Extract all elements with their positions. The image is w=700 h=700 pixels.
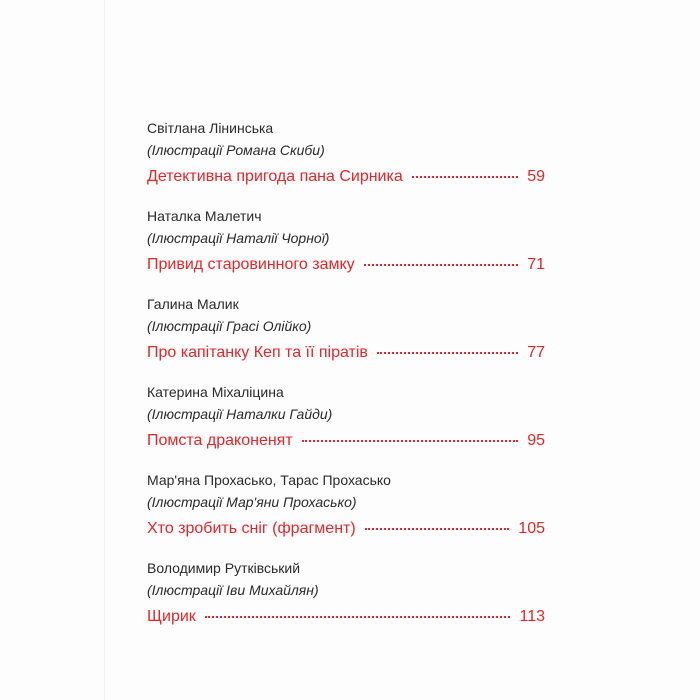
dot-leader — [364, 264, 519, 266]
toc-entry — [147, 205, 545, 293]
entry-author: Галина Малик — [147, 296, 239, 312]
dot-leader — [302, 440, 519, 442]
entry-page-number: 59 — [527, 168, 545, 185]
dot-leader — [412, 176, 518, 178]
entry-page-number: 71 — [527, 256, 545, 273]
toc-entry — [147, 293, 545, 381]
entry-title[interactable]: Помста драконенят — [147, 432, 293, 449]
entry-illustrator: (Ілюстрації Мар'яни Прохасько) — [147, 494, 357, 510]
entry-title-row[interactable] — [147, 342, 545, 364]
toc-entry — [147, 117, 545, 205]
entry-illustrator: (Ілюстрації Грасі Олійко) — [147, 318, 312, 334]
entry-title-row[interactable] — [147, 430, 545, 452]
entry-title[interactable]: Детективна пригода пана Сирника — [147, 168, 403, 185]
toc-entry — [147, 381, 545, 469]
entry-page-number: 77 — [527, 344, 545, 361]
entry-title[interactable]: Щирик — [147, 608, 196, 625]
toc-entry — [147, 557, 545, 645]
entry-title-row[interactable] — [147, 254, 545, 276]
entry-title-row[interactable] — [147, 518, 545, 540]
entry-illustrator: (Ілюстрації Наталки Гайди) — [147, 406, 333, 422]
entry-author: Мар'яна Прохасько, Тарас Прохасько — [147, 472, 391, 488]
entry-title-row[interactable] — [147, 166, 545, 188]
entry-author: Володимир Рутківський — [147, 560, 301, 576]
entry-title[interactable]: Хто зробить сніг (фрагмент) — [147, 520, 356, 537]
entry-page-number: 95 — [527, 432, 545, 449]
entry-author: Катерина Міхаліцина — [147, 384, 284, 400]
dot-leader — [377, 352, 518, 354]
page-edge-line — [104, 0, 105, 700]
entry-author: Світлана Лінинська — [147, 120, 274, 136]
toc-entry — [147, 469, 545, 557]
dot-leader — [365, 528, 510, 530]
entry-page-number: 113 — [519, 608, 545, 625]
entry-author: Наталка Малетич — [147, 208, 262, 224]
entry-title[interactable]: Привид старовинного замку — [147, 256, 355, 273]
entry-page-number: 105 — [518, 520, 545, 537]
table-of-contents — [147, 117, 545, 645]
entry-title[interactable]: Про капітанку Кеп та її піратів — [147, 344, 368, 361]
entry-illustrator: (Ілюстрації Романа Скиби) — [147, 142, 325, 158]
dot-leader — [205, 616, 511, 618]
entry-title-row[interactable] — [147, 606, 545, 628]
entry-illustrator: (Ілюстрації Наталії Чорної) — [147, 230, 330, 246]
entry-illustrator: (Ілюстрації Іви Михайлян) — [147, 582, 319, 598]
